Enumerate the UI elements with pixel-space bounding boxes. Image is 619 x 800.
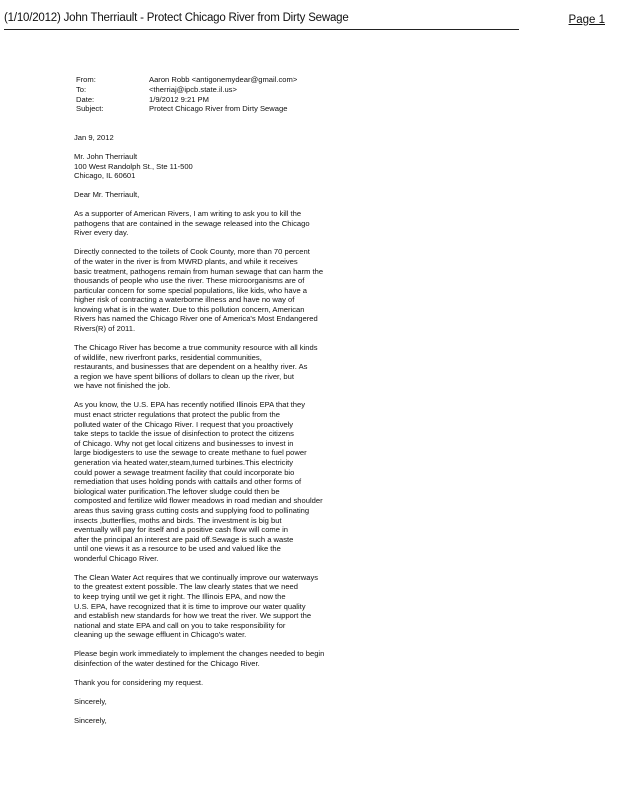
page-number: Page 1: [568, 14, 605, 26]
paragraph-line: areas thus saving grass cutting costs and supplying food to pollinating: [74, 505, 310, 515]
header-title: (1/10/2012) John Therriault - Protect Chicago River from Dirty Sewage: [4, 12, 349, 24]
paragraph-line: and establish new standards for how we treat the river. We support the: [74, 611, 312, 621]
paragraph-line: Thank you for considering my request.: [74, 678, 204, 688]
paragraph-line: a region we have spent billions of dollars to clean up the river, but: [74, 371, 294, 381]
paragraph-line: Please begin work immediately to implement the changes needed to begin: [74, 649, 325, 659]
paragraph-line: composted and fertilize wild flower meadows in road median and shoulder: [74, 496, 323, 506]
letter-paragraph: [74, 209, 374, 238]
salutation: Dear Mr. Therriault,: [74, 190, 140, 200]
paragraph-line: to keep trying until we get it right. The Illinois EPA, and now the: [74, 592, 286, 602]
paragraph-line: biological water purification.The leftover sludge could then be: [74, 486, 280, 496]
paragraph-line: disinfection of the water destined for the Chicago River.: [74, 659, 260, 669]
paragraph-line: Rivers has named the Chicago River one of America's Most Endangered: [74, 314, 318, 324]
paragraph-line: knowing what is in the water. Due to this pollution concern, American: [74, 304, 305, 314]
paragraph-line: could power a sewage treatment facility that could incorporate bio: [74, 467, 295, 477]
paragraph-line: until one views it as a resource to be used and valued like the: [74, 544, 281, 554]
paragraph-line: As a supporter of American Rivers, I am writing to ask you to kill the: [74, 209, 302, 219]
paragraph-line: As you know, the U.S. EPA has recently notified Illinois EPA that they: [74, 400, 306, 410]
paragraph-line: cleaning up the sewage effluent in Chicago's water.: [74, 630, 247, 640]
paragraph-line: wonderful Chicago River.: [74, 553, 159, 563]
paragraph-line: thousands of people who use the river. These microorganisms are of: [74, 276, 305, 286]
paragraph-line: pathogens that are contained in the sewage released into the Chicago: [74, 218, 310, 228]
paragraph-line: of Chicago. Why not get local citizens and businesses to invest in: [74, 438, 294, 448]
from-value: Aaron Robb <antigonemydear@gmail.com>: [149, 75, 298, 84]
paragraph-line: The Clean Water Act requires that we continually improve our waterways: [74, 572, 319, 582]
paragraph-line: River every day.: [74, 228, 129, 238]
to-label: To:: [76, 84, 87, 94]
paragraph-line: Rivers(R) of 2011.: [74, 324, 136, 334]
date-value: 1/9/2012 9:21 PM: [149, 94, 209, 104]
letter-paragraph: [74, 649, 374, 668]
paragraph-line: national and state EPA and call on you to take responsibility for: [74, 620, 286, 630]
paragraph-line: polluted water of the Chicago River. I request that you proactively: [74, 419, 294, 429]
letter-paragraph: [74, 573, 374, 640]
letter-date: Jan 9, 2012: [74, 133, 114, 142]
to-value: <therriaj@ipcb.state.il.us>: [149, 84, 237, 94]
paragraph-line: to the greatest extent possible. The law clearly states that we need: [74, 582, 299, 592]
letter-paragraph: [74, 678, 374, 688]
letter-paragraph: [74, 343, 374, 391]
paragraph-line: must enact stricter regulations that protect the public from the: [74, 410, 280, 419]
closing: Sincerely,: [74, 715, 107, 725]
paragraph-line: Sincerely,: [74, 697, 107, 706]
address-line: Chicago, IL 60601: [74, 171, 136, 181]
paragraph-line: insects ,butterflies, moths and birds. The investment is big but: [74, 515, 282, 525]
paragraph-line: large biodigesters to use the sewage to create methane to fuel power: [74, 448, 307, 458]
paragraph-line: basic treatment, pathogens remain from human sewage that can harm the: [74, 266, 324, 276]
letter-paragraphs: [74, 209, 374, 706]
paragraph-line: of the water in the river is from MWRD plants, and while it receives: [74, 256, 298, 266]
paragraph-line: after the principal an interest are paid off.Sewage is such a waste: [74, 534, 294, 544]
address-line: Mr. John Therriault: [74, 151, 138, 161]
subject-value: Protect Chicago River from Dirty Sewage: [149, 104, 288, 114]
letter-body: [74, 133, 374, 735]
paragraph-line: Directly connected to the toilets of Cook County, more than 70 percent: [74, 247, 310, 257]
date-label: Date:: [76, 94, 95, 104]
paragraph-line: particular concern for some special populations, like kids, who have a: [74, 285, 307, 295]
paragraph-line: eventually will pay for itself and a positive cash flow will come in: [74, 525, 288, 535]
subject-label: Subject:: [76, 104, 104, 114]
paragraph-line: remediation that uses holding ponds with cattails and other forms of: [74, 477, 302, 487]
from-row: [76, 75, 297, 85]
paragraph-line: we have not finished the job.: [74, 381, 171, 391]
paragraph-line: generation via heated water,steam,turned turbines.This electricity: [74, 457, 294, 467]
recipient-address: [74, 152, 374, 181]
subject-row: [76, 104, 297, 114]
date-row: [76, 95, 297, 105]
to-row: [76, 85, 297, 95]
paragraph-line: take steps to tackle the issue of disinfection to protect the citizens: [74, 429, 294, 439]
letter-paragraph: [74, 247, 374, 333]
header-divider: [4, 29, 519, 30]
paragraph-line: restaurants, and businesses that are dependent on a healthy river. As: [74, 362, 308, 372]
email-meta: [76, 75, 297, 114]
paragraph-line: of wildlife, new riverfront parks, residential communities,: [74, 352, 262, 362]
paragraph-line: higher risk of contracting a waterborne illness and have no way of: [74, 295, 295, 305]
from-label: From:: [76, 75, 96, 84]
letter-paragraph: [74, 697, 374, 707]
address-line: 100 West Randolph St., Ste 11-500: [74, 161, 193, 171]
paragraph-line: U.S. EPA, have recognized that it is time to improve our water quality: [74, 601, 306, 611]
paragraph-line: The Chicago River has become a true community resource with all kinds: [74, 343, 318, 353]
letter-paragraph: [74, 400, 374, 563]
